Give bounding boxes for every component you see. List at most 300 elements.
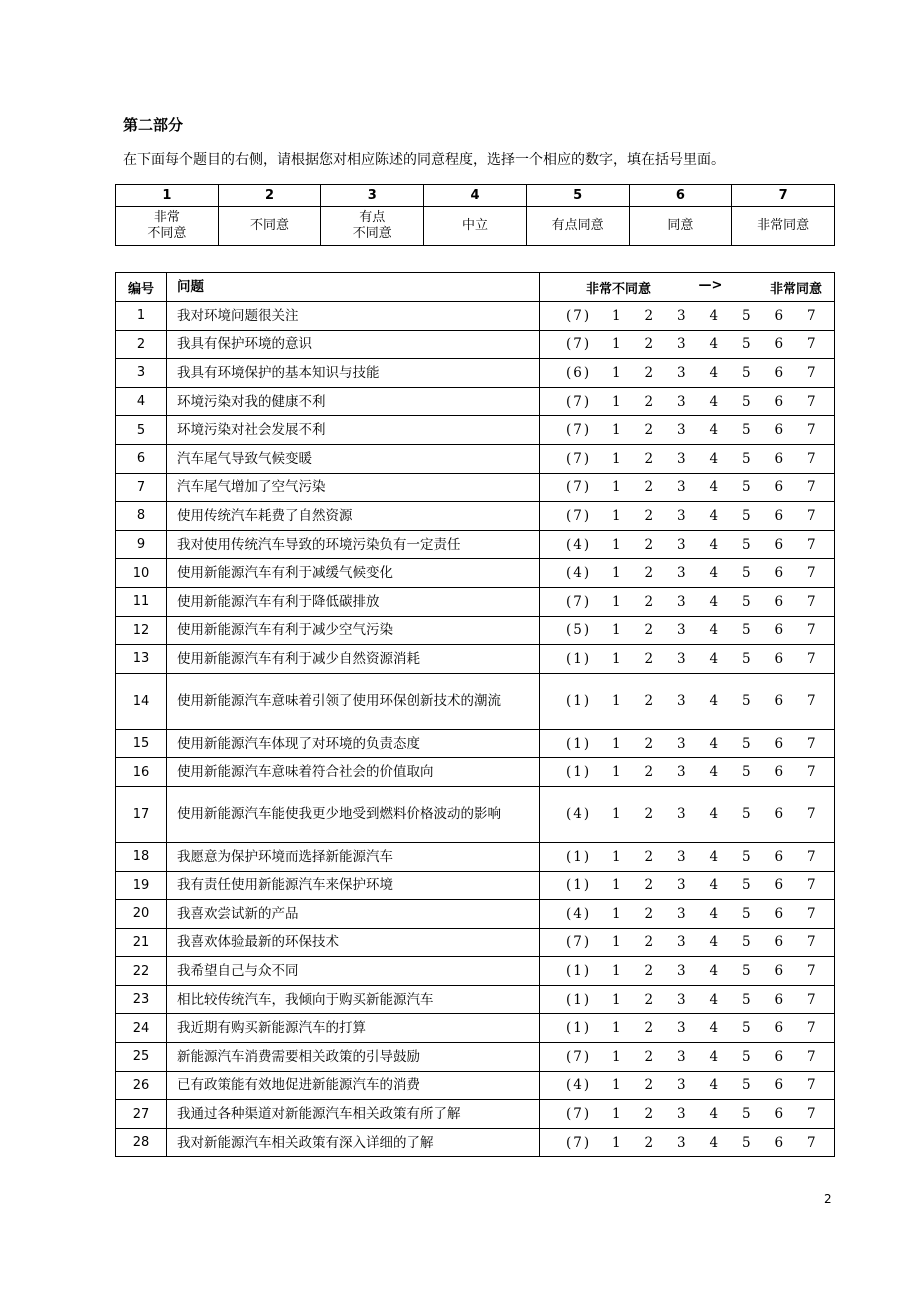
bracket-close: ): [583, 1020, 592, 1037]
scale-option: 3: [676, 877, 686, 894]
question-number: 17: [116, 786, 167, 842]
scale-option: 6: [774, 1048, 784, 1065]
table-row: [116, 758, 835, 787]
answer-bracket[interactable]: [566, 963, 600, 979]
scale-option: 3: [676, 450, 686, 467]
table-row: [116, 645, 835, 674]
scale-option: 3: [676, 479, 686, 496]
bracket-open: (: [566, 450, 574, 467]
answer-bracket[interactable]: [566, 508, 600, 524]
scale-option: 5: [741, 364, 751, 381]
bracket-open: (: [566, 536, 574, 553]
scale-option: 3: [676, 1106, 686, 1123]
bracket-open: (: [566, 963, 574, 980]
bracket-close: ): [583, 934, 592, 951]
scale-option: 1: [611, 806, 621, 823]
answer-cell: [540, 587, 835, 616]
header-id: 编号: [116, 273, 167, 302]
bracket-close: ): [583, 905, 592, 922]
scale-option: 5: [741, 806, 751, 823]
answer-value: 7: [573, 593, 584, 610]
scale-option: 6: [774, 507, 784, 524]
bracket-open: (: [566, 1106, 574, 1123]
scale-option: 3: [676, 593, 686, 610]
scale-label-line: 非常: [153, 210, 180, 225]
scale-label-2: [218, 207, 321, 246]
scale-option: 6: [774, 593, 784, 610]
scale-option: 1: [611, 1077, 621, 1094]
scale-option: 2: [644, 764, 654, 781]
answer-bracket[interactable]: [566, 336, 600, 352]
answer-bracket[interactable]: [566, 565, 600, 581]
scale-option: 4: [709, 593, 719, 610]
scale-option: 3: [676, 393, 686, 410]
scale-option: 4: [709, 905, 719, 922]
scale-option: 5: [741, 735, 751, 752]
bracket-open: (: [566, 1048, 574, 1065]
scale-option: 1: [611, 877, 621, 894]
bracket-close: ): [583, 963, 592, 980]
question-text: 我希望自己与众不同: [167, 957, 540, 986]
answer-cell: [540, 957, 835, 986]
scale-option: 1: [611, 735, 621, 752]
bracket-close: ): [583, 364, 592, 381]
scale-option: 6: [774, 479, 784, 496]
question-text: 使用新能源汽车有利于降低碳排放: [167, 587, 540, 616]
bracket-open: (: [566, 593, 574, 610]
scale-option: 7: [806, 507, 816, 524]
scale-option: 7: [806, 806, 816, 823]
scale-option: 4: [709, 1020, 719, 1037]
scale-label-5: [526, 207, 629, 246]
question-number: 21: [116, 928, 167, 957]
answer-bracket[interactable]: [566, 1049, 600, 1065]
question-text: 我对环境问题很关注: [167, 302, 540, 331]
table-row: [116, 1128, 835, 1157]
scale-option: 5: [741, 450, 751, 467]
scale-option: 7: [806, 336, 816, 353]
header-scale-arrow: —>: [698, 277, 723, 293]
scale-option: 3: [676, 1077, 686, 1094]
scale-option: 5: [741, 693, 751, 710]
answer-cell: [540, 1100, 835, 1129]
scale-option: 3: [676, 963, 686, 980]
answer-bracket[interactable]: [566, 934, 600, 950]
answer-cell: [540, 359, 835, 388]
scale-option: 1: [611, 536, 621, 553]
scale-label-line: 中立: [461, 218, 488, 233]
scale-option: 5: [741, 848, 751, 865]
question-number: 15: [116, 729, 167, 758]
scale-option: 5: [741, 307, 751, 324]
answer-value: 7: [573, 336, 584, 353]
question-number: 14: [116, 673, 167, 729]
answer-bracket[interactable]: [566, 806, 600, 822]
bracket-open: (: [566, 806, 574, 823]
answer-value: 7: [573, 1134, 584, 1151]
bracket-open: (: [566, 1134, 574, 1151]
scale-option: 1: [611, 450, 621, 467]
scale-option: 2: [644, 536, 654, 553]
answer-cell: [540, 559, 835, 588]
bracket-close: ): [583, 806, 592, 823]
answer-bracket[interactable]: [566, 422, 600, 438]
question-number: 24: [116, 1014, 167, 1043]
scale-option: 1: [611, 364, 621, 381]
scale-option: 4: [709, 1134, 719, 1151]
scale-option: 6: [774, 536, 784, 553]
question-text: 我通过各种渠道对新能源汽车相关政策有所了解: [167, 1100, 540, 1129]
bracket-open: (: [566, 422, 574, 439]
question-text: 我喜欢体验最新的环保技术: [167, 928, 540, 957]
table-row: [116, 330, 835, 359]
question-text: 环境污染对社会发展不利: [167, 416, 540, 445]
answer-cell: [540, 1043, 835, 1072]
scale-label-line: 有点: [359, 210, 386, 225]
scale-option: 4: [709, 934, 719, 951]
question-text: 使用新能源汽车有利于减少自然资源消耗: [167, 645, 540, 674]
scale-option: 7: [806, 1106, 816, 1123]
scale-option: 6: [774, 848, 784, 865]
scale-option: 1: [611, 622, 621, 639]
scale-option: 2: [644, 848, 654, 865]
scale-option: 6: [774, 877, 784, 894]
table-row: [116, 302, 835, 331]
table-row: [116, 359, 835, 388]
scale-number-5: 5: [526, 185, 629, 207]
scale-option: 3: [676, 1020, 686, 1037]
question-number: 20: [116, 900, 167, 929]
answer-value: 5: [573, 622, 584, 639]
bracket-open: (: [566, 735, 574, 752]
bracket-close: ): [583, 536, 592, 553]
scale-option: 4: [709, 1077, 719, 1094]
scale-option: 7: [806, 1134, 816, 1151]
scale-option: 7: [806, 1048, 816, 1065]
scale-option: 7: [806, 905, 816, 922]
scale-option: 5: [741, 393, 751, 410]
scale-option: 2: [644, 565, 654, 582]
scale-legend-table: [115, 184, 835, 246]
scale-label-row: [116, 207, 835, 246]
question-text: 我具有环境保护的基本知识与技能: [167, 359, 540, 388]
question-text: 使用新能源汽车意味着引领了使用环保创新技术的潮流: [167, 673, 540, 729]
answer-value: 7: [573, 479, 584, 496]
scale-option: 5: [741, 1134, 751, 1151]
scale-option: 5: [741, 622, 751, 639]
scale-label-line: 同意: [667, 218, 694, 233]
bracket-open: (: [566, 364, 574, 381]
scale-label-line: 非常同意: [757, 218, 810, 233]
answer-value: 1: [573, 693, 584, 710]
scale-option: 2: [644, 1106, 654, 1123]
question-text: 我具有保护环境的意识: [167, 330, 540, 359]
instructions-text: 在下面每个题目的右侧，请根据您对相应陈述的同意程度，选择一个相应的数字，填在括号里面。: [123, 152, 725, 168]
table-row: [116, 502, 835, 531]
question-number: 27: [116, 1100, 167, 1129]
scale-number-6: 6: [629, 185, 732, 207]
scale-option: 5: [741, 991, 751, 1008]
table-row: [116, 559, 835, 588]
bracket-open: (: [566, 1077, 574, 1094]
answer-value: 1: [573, 877, 584, 894]
answer-bracket[interactable]: [566, 1135, 600, 1151]
answer-bracket[interactable]: [566, 479, 600, 495]
scale-option: 5: [741, 536, 751, 553]
answer-bracket[interactable]: [566, 451, 600, 467]
scale-option: 3: [676, 934, 686, 951]
table-row: [116, 842, 835, 871]
table-row: [116, 1014, 835, 1043]
scale-option: 1: [611, 650, 621, 667]
table-row: [116, 985, 835, 1014]
answer-value: 6: [573, 364, 584, 381]
scale-option: 7: [806, 536, 816, 553]
answer-cell: [540, 530, 835, 559]
table-row: [116, 871, 835, 900]
scale-label-4: [424, 207, 527, 246]
bracket-close: ): [583, 393, 592, 410]
bracket-open: (: [566, 393, 574, 410]
scale-option: 6: [774, 364, 784, 381]
answer-bracket[interactable]: [566, 308, 600, 324]
question-number: 22: [116, 957, 167, 986]
scale-number-row: [116, 185, 835, 207]
answer-bracket[interactable]: [566, 849, 600, 865]
bracket-close: ): [583, 1134, 592, 1151]
question-number: 5: [116, 416, 167, 445]
scale-option: 3: [676, 1134, 686, 1151]
question-text: 汽车尾气增加了空气污染: [167, 473, 540, 502]
scale-option: 2: [644, 877, 654, 894]
scale-option: 6: [774, 1106, 784, 1123]
scale-option: 5: [741, 905, 751, 922]
scale-number-3: 3: [321, 185, 424, 207]
scale-option: 3: [676, 422, 686, 439]
header-scale: [540, 273, 835, 302]
answer-bracket[interactable]: [566, 394, 600, 410]
scale-option: 7: [806, 1020, 816, 1037]
answer-bracket[interactable]: [566, 877, 600, 893]
scale-option: 7: [806, 1077, 816, 1094]
section-title: 第二部分: [123, 116, 184, 134]
scale-option: 2: [644, 307, 654, 324]
scale-option: 7: [806, 963, 816, 980]
question-number: 16: [116, 758, 167, 787]
scale-option: 5: [741, 422, 751, 439]
answer-bracket[interactable]: [566, 594, 600, 610]
answer-value: 7: [573, 393, 584, 410]
scale-option: 7: [806, 422, 816, 439]
question-number: 26: [116, 1071, 167, 1100]
question-text: 使用新能源汽车能使我更少地受到燃料价格波动的影响: [167, 786, 540, 842]
answer-value: 1: [573, 735, 584, 752]
question-table: [115, 272, 835, 1157]
scale-option: 4: [709, 307, 719, 324]
answer-cell: [540, 1128, 835, 1157]
question-number: 25: [116, 1043, 167, 1072]
answer-bracket[interactable]: [566, 736, 600, 752]
scale-option: 2: [644, 593, 654, 610]
scale-option: 5: [741, 650, 751, 667]
question-number: 3: [116, 359, 167, 388]
bracket-close: ): [583, 422, 592, 439]
question-number: 12: [116, 616, 167, 645]
scale-option: 4: [709, 622, 719, 639]
header-scale-left: 非常不同意: [586, 281, 652, 297]
scale-option: 3: [676, 764, 686, 781]
answer-value: 1: [573, 650, 584, 667]
answer-bracket[interactable]: [566, 693, 600, 709]
question-number: 4: [116, 387, 167, 416]
answer-cell: [540, 330, 835, 359]
scale-option: 4: [709, 693, 719, 710]
question-number: 23: [116, 985, 167, 1014]
answer-cell: [540, 673, 835, 729]
answer-value: 1: [573, 1020, 584, 1037]
bracket-close: ): [583, 1077, 592, 1094]
scale-number-7: 7: [732, 185, 835, 207]
scale-option: 6: [774, 336, 784, 353]
answer-cell: [540, 871, 835, 900]
table-row: [116, 387, 835, 416]
scale-option: 4: [709, 479, 719, 496]
bracket-close: ): [583, 991, 592, 1008]
scale-option: 4: [709, 422, 719, 439]
scale-option: 7: [806, 934, 816, 951]
question-text: 相比较传统汽车，我倾向于购买新能源汽车: [167, 985, 540, 1014]
scale-option: 3: [676, 650, 686, 667]
scale-option: 6: [774, 393, 784, 410]
scale-option: 3: [676, 507, 686, 524]
scale-option: 3: [676, 307, 686, 324]
answer-bracket[interactable]: [566, 764, 600, 780]
scale-option: 4: [709, 364, 719, 381]
scale-option: 2: [644, 450, 654, 467]
scale-option: 4: [709, 393, 719, 410]
answer-cell: [540, 985, 835, 1014]
answer-bracket[interactable]: [566, 622, 600, 638]
scale-option: 3: [676, 1048, 686, 1065]
scale-option: 7: [806, 364, 816, 381]
table-row: [116, 473, 835, 502]
scale-option: 5: [741, 1106, 751, 1123]
scale-option: 2: [644, 934, 654, 951]
scale-option: 6: [774, 934, 784, 951]
answer-bracket[interactable]: [566, 537, 600, 553]
table-row: [116, 530, 835, 559]
header-scale-right: 非常同意: [769, 281, 822, 297]
bracket-open: (: [566, 905, 574, 922]
answer-bracket[interactable]: [566, 1020, 600, 1036]
answer-value: 7: [573, 1048, 584, 1065]
bracket-close: ): [583, 507, 592, 524]
header-question: 问题: [167, 273, 540, 302]
scale-option: 2: [644, 622, 654, 639]
scale-option: 1: [611, 479, 621, 496]
scale-option: 2: [644, 650, 654, 667]
scale-option: 5: [741, 764, 751, 781]
scale-option: 2: [644, 1134, 654, 1151]
scale-option: 6: [774, 1077, 784, 1094]
question-text: 我对使用传统汽车导致的环境污染负有一定责任: [167, 530, 540, 559]
scale-option: 6: [774, 693, 784, 710]
question-text: 使用新能源汽车有利于减缓气候变化: [167, 559, 540, 588]
answer-bracket[interactable]: [566, 1106, 600, 1122]
scale-option: 5: [741, 565, 751, 582]
scale-option: 7: [806, 991, 816, 1008]
answer-bracket[interactable]: [566, 906, 600, 922]
scale-option: 2: [644, 806, 654, 823]
question-number: 10: [116, 559, 167, 588]
table-row: [116, 673, 835, 729]
answer-bracket[interactable]: [566, 365, 600, 381]
answer-value: 7: [573, 307, 584, 324]
question-text: 环境污染对我的健康不利: [167, 387, 540, 416]
table-row: [116, 444, 835, 473]
scale-option: 6: [774, 735, 784, 752]
scale-label-7: [732, 207, 835, 246]
question-number: 9: [116, 530, 167, 559]
scale-option: 4: [709, 650, 719, 667]
table-row: [116, 1043, 835, 1072]
bracket-open: (: [566, 565, 574, 582]
scale-option: 4: [709, 963, 719, 980]
scale-option: 4: [709, 877, 719, 894]
answer-cell: [540, 842, 835, 871]
question-number: 28: [116, 1128, 167, 1157]
scale-option: 5: [741, 1020, 751, 1037]
question-text: 我愿意为保护环境而选择新能源汽车: [167, 842, 540, 871]
answer-value: 7: [573, 450, 584, 467]
page-number: 2: [824, 1192, 832, 1206]
answer-value: 7: [573, 934, 584, 951]
bracket-open: (: [566, 934, 574, 951]
scale-option: 4: [709, 507, 719, 524]
scale-option: 4: [709, 991, 719, 1008]
scale-option: 1: [611, 934, 621, 951]
answer-bracket[interactable]: [566, 992, 600, 1008]
answer-bracket[interactable]: [566, 651, 600, 667]
scale-option: 6: [774, 622, 784, 639]
scale-option: 7: [806, 877, 816, 894]
bracket-close: ): [583, 593, 592, 610]
answer-bracket[interactable]: [566, 1077, 600, 1093]
bracket-open: (: [566, 877, 574, 894]
scale-option: 1: [611, 905, 621, 922]
scale-option: 4: [709, 450, 719, 467]
table-row: [116, 1071, 835, 1100]
question-text: 新能源汽车消费需要相关政策的引导鼓励: [167, 1043, 540, 1072]
scale-option: 2: [644, 422, 654, 439]
scale-option: 4: [709, 806, 719, 823]
question-text: 使用传统汽车耗费了自然资源: [167, 502, 540, 531]
scale-label-line: 不同意: [147, 226, 187, 241]
scale-option: 3: [676, 693, 686, 710]
scale-option: 4: [709, 848, 719, 865]
scale-option: 1: [611, 991, 621, 1008]
answer-cell: [540, 1071, 835, 1100]
scale-option: 2: [644, 393, 654, 410]
question-text: 汽车尾气导致气候变暖: [167, 444, 540, 473]
question-number: 13: [116, 645, 167, 674]
answer-value: 1: [573, 991, 584, 1008]
scale-option: 3: [676, 848, 686, 865]
table-row: [116, 928, 835, 957]
bracket-close: ): [583, 650, 592, 667]
scale-option: 5: [741, 479, 751, 496]
scale-option: 2: [644, 1020, 654, 1037]
